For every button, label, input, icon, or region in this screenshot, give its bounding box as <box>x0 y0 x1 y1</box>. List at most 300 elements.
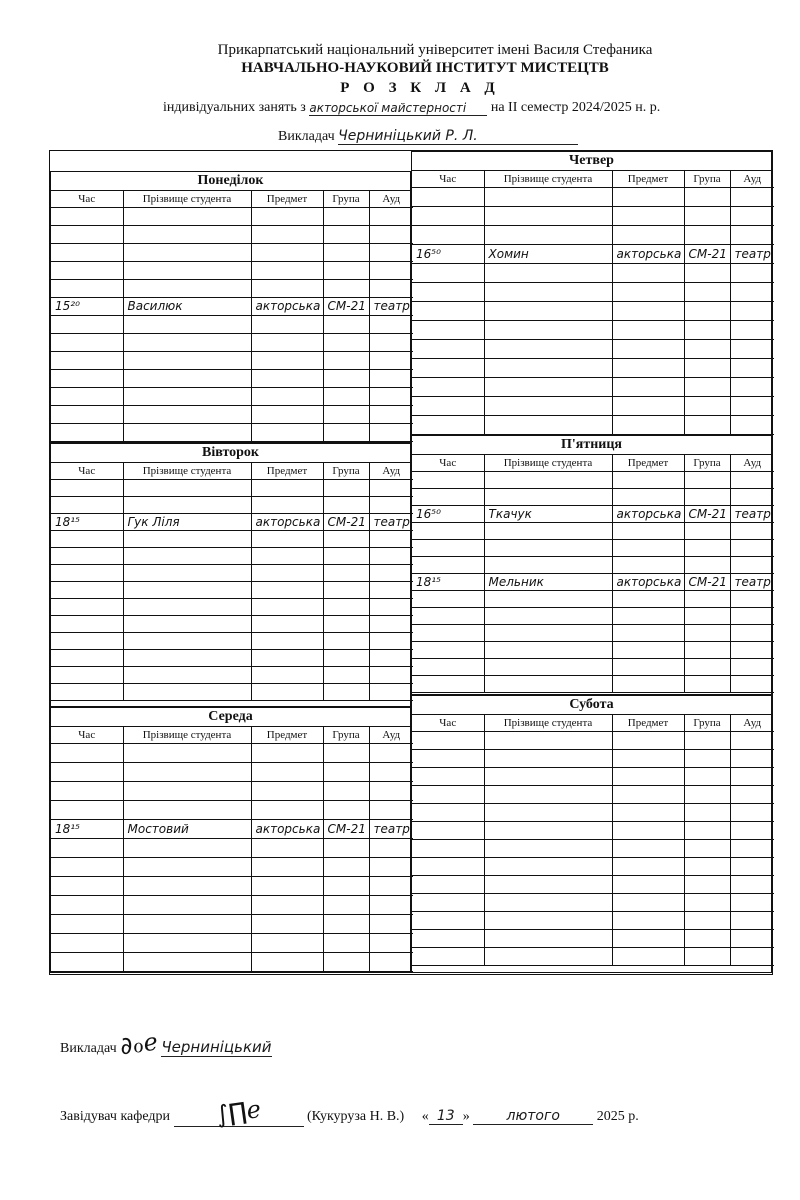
cell-subject <box>612 539 684 556</box>
cell-name <box>484 377 612 396</box>
cell-time <box>51 683 123 700</box>
cell-time <box>51 615 123 632</box>
cell-name <box>484 857 612 875</box>
cell-subject <box>251 547 323 564</box>
cell-room <box>730 911 774 929</box>
cell-name <box>484 875 612 893</box>
cell-group: СМ-21 <box>323 513 369 530</box>
cell-name <box>484 263 612 282</box>
cell-subject <box>251 279 323 297</box>
cell-subject <box>251 387 323 405</box>
day-wednesday <box>50 707 411 973</box>
cell-subject <box>612 785 684 803</box>
cell-room <box>730 539 774 556</box>
cell-room <box>369 243 413 261</box>
cell-group <box>684 377 730 396</box>
cell-time <box>412 206 484 225</box>
cell-name <box>484 396 612 415</box>
cell-name <box>484 839 612 857</box>
table-row <box>51 781 413 800</box>
cell-time <box>412 607 484 624</box>
cell-subject <box>251 800 323 819</box>
cell-time <box>412 187 484 206</box>
cell-name <box>484 301 612 320</box>
table-row <box>51 405 413 423</box>
cell-time: 18¹⁵ <box>412 573 484 590</box>
table-row <box>412 505 774 522</box>
cell-subject: акторська <box>612 505 684 522</box>
cell-group <box>323 405 369 423</box>
teacher-signature-name: Черниніцький <box>161 1038 272 1056</box>
cell-room <box>730 839 774 857</box>
column-header: Прізвище студента <box>123 191 251 207</box>
subject-line <box>163 100 660 116</box>
cell-subject <box>612 607 684 624</box>
cell-group <box>684 225 730 244</box>
cell-room <box>730 857 774 875</box>
cell-room <box>369 279 413 297</box>
cell-group: СМ-21 <box>684 573 730 590</box>
table-row <box>51 683 413 700</box>
column-header: Предмет <box>612 715 684 731</box>
cell-subject <box>612 839 684 857</box>
cell-name <box>484 675 612 692</box>
cell-subject <box>251 423 323 441</box>
table-row <box>51 333 413 351</box>
cell-group <box>323 369 369 387</box>
cell-name <box>123 225 251 243</box>
day-thursday <box>411 151 772 435</box>
cell-room <box>730 282 774 301</box>
cell-group <box>684 282 730 301</box>
institute-name: НАВЧАЛЬНО-НАУКОВИЙ ІНСТИТУТ МИСТЕЦТВ <box>241 60 609 76</box>
table-row <box>412 206 774 225</box>
cell-name <box>484 731 612 749</box>
cell-subject <box>612 358 684 377</box>
cell-group <box>323 261 369 279</box>
column-header: Предмет <box>612 455 684 471</box>
cell-name <box>484 893 612 911</box>
cell-time: 18¹⁵ <box>51 513 123 530</box>
cell-group <box>684 857 730 875</box>
cell-name <box>123 405 251 423</box>
cell-room <box>369 876 413 895</box>
cell-name <box>123 207 251 225</box>
cell-time <box>412 893 484 911</box>
header-row <box>51 191 413 207</box>
cell-time <box>412 415 484 434</box>
table-row <box>412 911 774 929</box>
column-header: Група <box>323 727 369 743</box>
cell-subject <box>612 767 684 785</box>
cell-room: театр <box>369 819 413 838</box>
table-row <box>412 358 774 377</box>
day-title: Понеділок <box>51 172 410 191</box>
table-row <box>412 658 774 675</box>
cell-name <box>484 358 612 377</box>
table-row <box>412 749 774 767</box>
cell-room <box>369 615 413 632</box>
cell-time <box>412 658 484 675</box>
table-row <box>51 530 413 547</box>
table-row <box>51 547 413 564</box>
head-signature-mark: ∫∏ℯ <box>214 1095 263 1129</box>
column-header: Ауд <box>730 715 774 731</box>
cell-room <box>369 952 413 971</box>
cell-time <box>412 749 484 767</box>
day-tuesday <box>50 443 411 707</box>
table-row <box>51 838 413 857</box>
table-row <box>51 351 413 369</box>
cell-time <box>412 358 484 377</box>
cell-name: Мельник <box>484 573 612 590</box>
cell-group <box>684 471 730 488</box>
cell-time <box>51 496 123 513</box>
cell-time <box>412 488 484 505</box>
cell-group <box>684 893 730 911</box>
cell-room: театр <box>730 573 774 590</box>
column-header: Ауд <box>730 171 774 187</box>
column-header: Час <box>412 171 484 187</box>
cell-room <box>369 405 413 423</box>
cell-time <box>51 649 123 666</box>
column-header: Час <box>412 715 484 731</box>
cell-name <box>123 315 251 333</box>
cell-time <box>51 243 123 261</box>
head-name: (Кукуруза Н. В.) <box>307 1109 405 1124</box>
cell-time <box>51 895 123 914</box>
day-title: Субота <box>412 696 771 715</box>
header-row <box>51 463 413 479</box>
cell-subject <box>612 320 684 339</box>
cell-room <box>369 895 413 914</box>
cell-group <box>684 658 730 675</box>
table-row <box>412 539 774 556</box>
schedule-table <box>51 727 413 972</box>
cell-group: СМ-21 <box>684 244 730 263</box>
cell-room <box>369 914 413 933</box>
cell-name <box>484 658 612 675</box>
column-header: Прізвище студента <box>123 727 251 743</box>
subject-prefix: індивідуальних занять з <box>163 100 306 115</box>
cell-room <box>730 396 774 415</box>
cell-group <box>684 911 730 929</box>
schedule-table <box>51 191 413 442</box>
cell-group <box>684 396 730 415</box>
table-row <box>51 952 413 971</box>
cell-subject <box>251 207 323 225</box>
cell-name <box>484 785 612 803</box>
cell-room <box>369 564 413 581</box>
cell-subject <box>251 496 323 513</box>
cell-room <box>730 624 774 641</box>
cell-name <box>123 530 251 547</box>
cell-group <box>684 522 730 539</box>
cell-name <box>123 547 251 564</box>
cell-name <box>123 333 251 351</box>
cell-name <box>484 624 612 641</box>
table-row <box>51 225 413 243</box>
cell-time <box>51 279 123 297</box>
table-row <box>51 615 413 632</box>
schedule-grid <box>49 150 773 975</box>
cell-group <box>323 800 369 819</box>
date-year: 2025 р. <box>596 1109 639 1124</box>
cell-subject <box>251 683 323 700</box>
cell-name <box>484 641 612 658</box>
cell-room <box>369 649 413 666</box>
table-row <box>51 513 413 530</box>
cell-room <box>730 803 774 821</box>
cell-group <box>684 539 730 556</box>
table-row <box>51 479 413 496</box>
cell-room <box>730 263 774 282</box>
cell-name <box>484 556 612 573</box>
schedule-table <box>412 455 774 693</box>
cell-name <box>484 282 612 301</box>
table-row <box>51 933 413 952</box>
cell-name <box>123 615 251 632</box>
table-row <box>51 895 413 914</box>
cell-name <box>123 666 251 683</box>
cell-name <box>484 590 612 607</box>
table-row <box>51 800 413 819</box>
column-header: Ауд <box>369 727 413 743</box>
cell-name <box>484 339 612 358</box>
table-row <box>412 282 774 301</box>
cell-time <box>412 396 484 415</box>
column-header: Ауд <box>730 455 774 471</box>
cell-group <box>323 743 369 762</box>
cell-name <box>123 564 251 581</box>
column-header: Час <box>51 463 123 479</box>
cell-group <box>323 615 369 632</box>
table-row <box>51 297 413 315</box>
cell-group <box>323 914 369 933</box>
university-name: Прикарпатський національний університет імені Василя Стефаника <box>217 42 653 58</box>
cell-room <box>369 207 413 225</box>
cell-name <box>123 838 251 857</box>
cell-room <box>369 333 413 351</box>
cell-room <box>730 556 774 573</box>
cell-name: Мостовий <box>123 819 251 838</box>
cell-group <box>323 333 369 351</box>
cell-time <box>412 471 484 488</box>
table-row <box>51 857 413 876</box>
cell-subject <box>612 911 684 929</box>
cell-group <box>684 947 730 965</box>
cell-subject <box>251 581 323 598</box>
table-row <box>51 423 413 441</box>
cell-name <box>123 800 251 819</box>
table-row <box>51 598 413 615</box>
cell-name <box>484 767 612 785</box>
cell-time <box>51 876 123 895</box>
cell-group <box>684 320 730 339</box>
cell-group <box>684 488 730 505</box>
cell-time <box>51 933 123 952</box>
cell-subject: акторська <box>612 244 684 263</box>
cell-room: театр <box>730 505 774 522</box>
table-row <box>51 914 413 933</box>
table-row <box>412 731 774 749</box>
cell-time <box>412 320 484 339</box>
column-header: Час <box>51 191 123 207</box>
cell-time <box>51 564 123 581</box>
schedule-table <box>412 171 774 435</box>
cell-time <box>51 369 123 387</box>
cell-group <box>323 243 369 261</box>
table-row <box>51 762 413 781</box>
cell-time <box>51 743 123 762</box>
cell-time <box>51 333 123 351</box>
document-title: Р О З К Л А Д <box>340 80 500 96</box>
cell-group <box>684 358 730 377</box>
table-row <box>412 857 774 875</box>
cell-group <box>323 933 369 952</box>
cell-room <box>369 781 413 800</box>
cell-group <box>684 839 730 857</box>
cell-time <box>51 387 123 405</box>
cell-subject: акторська <box>251 513 323 530</box>
day-title: Четвер <box>412 152 771 171</box>
cell-time <box>412 339 484 358</box>
cell-room <box>730 607 774 624</box>
cell-time <box>412 301 484 320</box>
cell-room <box>730 767 774 785</box>
cell-subject: акторська <box>612 573 684 590</box>
cell-group <box>684 339 730 358</box>
column-header: Група <box>323 463 369 479</box>
table-row <box>412 415 774 434</box>
cell-subject <box>251 649 323 666</box>
table-row <box>412 893 774 911</box>
cell-room <box>730 947 774 965</box>
cell-room <box>369 423 413 441</box>
table-row <box>412 488 774 505</box>
cell-subject <box>612 590 684 607</box>
table-row <box>51 279 413 297</box>
cell-room: театр <box>730 244 774 263</box>
cell-subject <box>612 187 684 206</box>
cell-room <box>730 320 774 339</box>
cell-name <box>123 261 251 279</box>
cell-name <box>123 369 251 387</box>
cell-name <box>123 895 251 914</box>
cell-group: СМ-21 <box>684 505 730 522</box>
cell-time <box>412 785 484 803</box>
table-row <box>51 819 413 838</box>
cell-room <box>369 666 413 683</box>
cell-time <box>51 781 123 800</box>
table-row <box>51 666 413 683</box>
cell-time <box>412 590 484 607</box>
header-row <box>412 171 774 187</box>
footer-teacher-label: Викладач <box>60 1041 117 1056</box>
table-row <box>412 320 774 339</box>
cell-name <box>123 933 251 952</box>
cell-group <box>323 496 369 513</box>
schedule-table <box>412 715 774 966</box>
table-row <box>412 839 774 857</box>
cell-group <box>684 556 730 573</box>
cell-group <box>323 564 369 581</box>
cell-time <box>51 800 123 819</box>
cell-time <box>412 875 484 893</box>
cell-room <box>730 875 774 893</box>
cell-subject <box>251 666 323 683</box>
cell-subject: акторська <box>251 297 323 315</box>
cell-name <box>123 632 251 649</box>
cell-name <box>123 598 251 615</box>
cell-room <box>730 206 774 225</box>
schedule-table <box>51 463 413 701</box>
column-header: Група <box>684 171 730 187</box>
cell-name: Гук Ліля <box>123 513 251 530</box>
cell-group <box>323 351 369 369</box>
cell-group <box>684 767 730 785</box>
cell-group <box>684 590 730 607</box>
cell-time <box>51 857 123 876</box>
cell-room <box>730 522 774 539</box>
cell-name <box>484 947 612 965</box>
cell-room <box>730 675 774 692</box>
cell-group <box>323 649 369 666</box>
cell-subject <box>612 821 684 839</box>
table-row <box>412 339 774 358</box>
cell-subject <box>251 333 323 351</box>
column-header: Прізвище студента <box>484 171 612 187</box>
cell-group <box>684 301 730 320</box>
column-header: Час <box>51 727 123 743</box>
table-row <box>51 743 413 762</box>
cell-group <box>323 683 369 700</box>
cell-subject <box>251 743 323 762</box>
table-row <box>412 607 774 624</box>
cell-subject <box>251 369 323 387</box>
cell-room <box>369 838 413 857</box>
cell-room <box>369 225 413 243</box>
cell-time <box>51 351 123 369</box>
cell-room <box>730 785 774 803</box>
cell-subject <box>612 624 684 641</box>
cell-room <box>730 641 774 658</box>
cell-time <box>412 539 484 556</box>
cell-subject <box>612 488 684 505</box>
table-row <box>51 387 413 405</box>
cell-subject <box>612 377 684 396</box>
cell-name <box>123 781 251 800</box>
cell-name <box>123 351 251 369</box>
cell-group <box>323 279 369 297</box>
table-row <box>51 369 413 387</box>
cell-subject <box>251 632 323 649</box>
cell-subject <box>612 282 684 301</box>
cell-time <box>412 767 484 785</box>
cell-group <box>323 857 369 876</box>
cell-room <box>730 658 774 675</box>
cell-subject: акторська <box>251 819 323 838</box>
table-row <box>412 301 774 320</box>
cell-subject <box>612 206 684 225</box>
header-row <box>51 727 413 743</box>
cell-time <box>412 857 484 875</box>
cell-group <box>323 479 369 496</box>
header-row <box>412 715 774 731</box>
table-row <box>412 624 774 641</box>
cell-time: 16⁵⁰ <box>412 244 484 263</box>
table-row <box>51 581 413 598</box>
